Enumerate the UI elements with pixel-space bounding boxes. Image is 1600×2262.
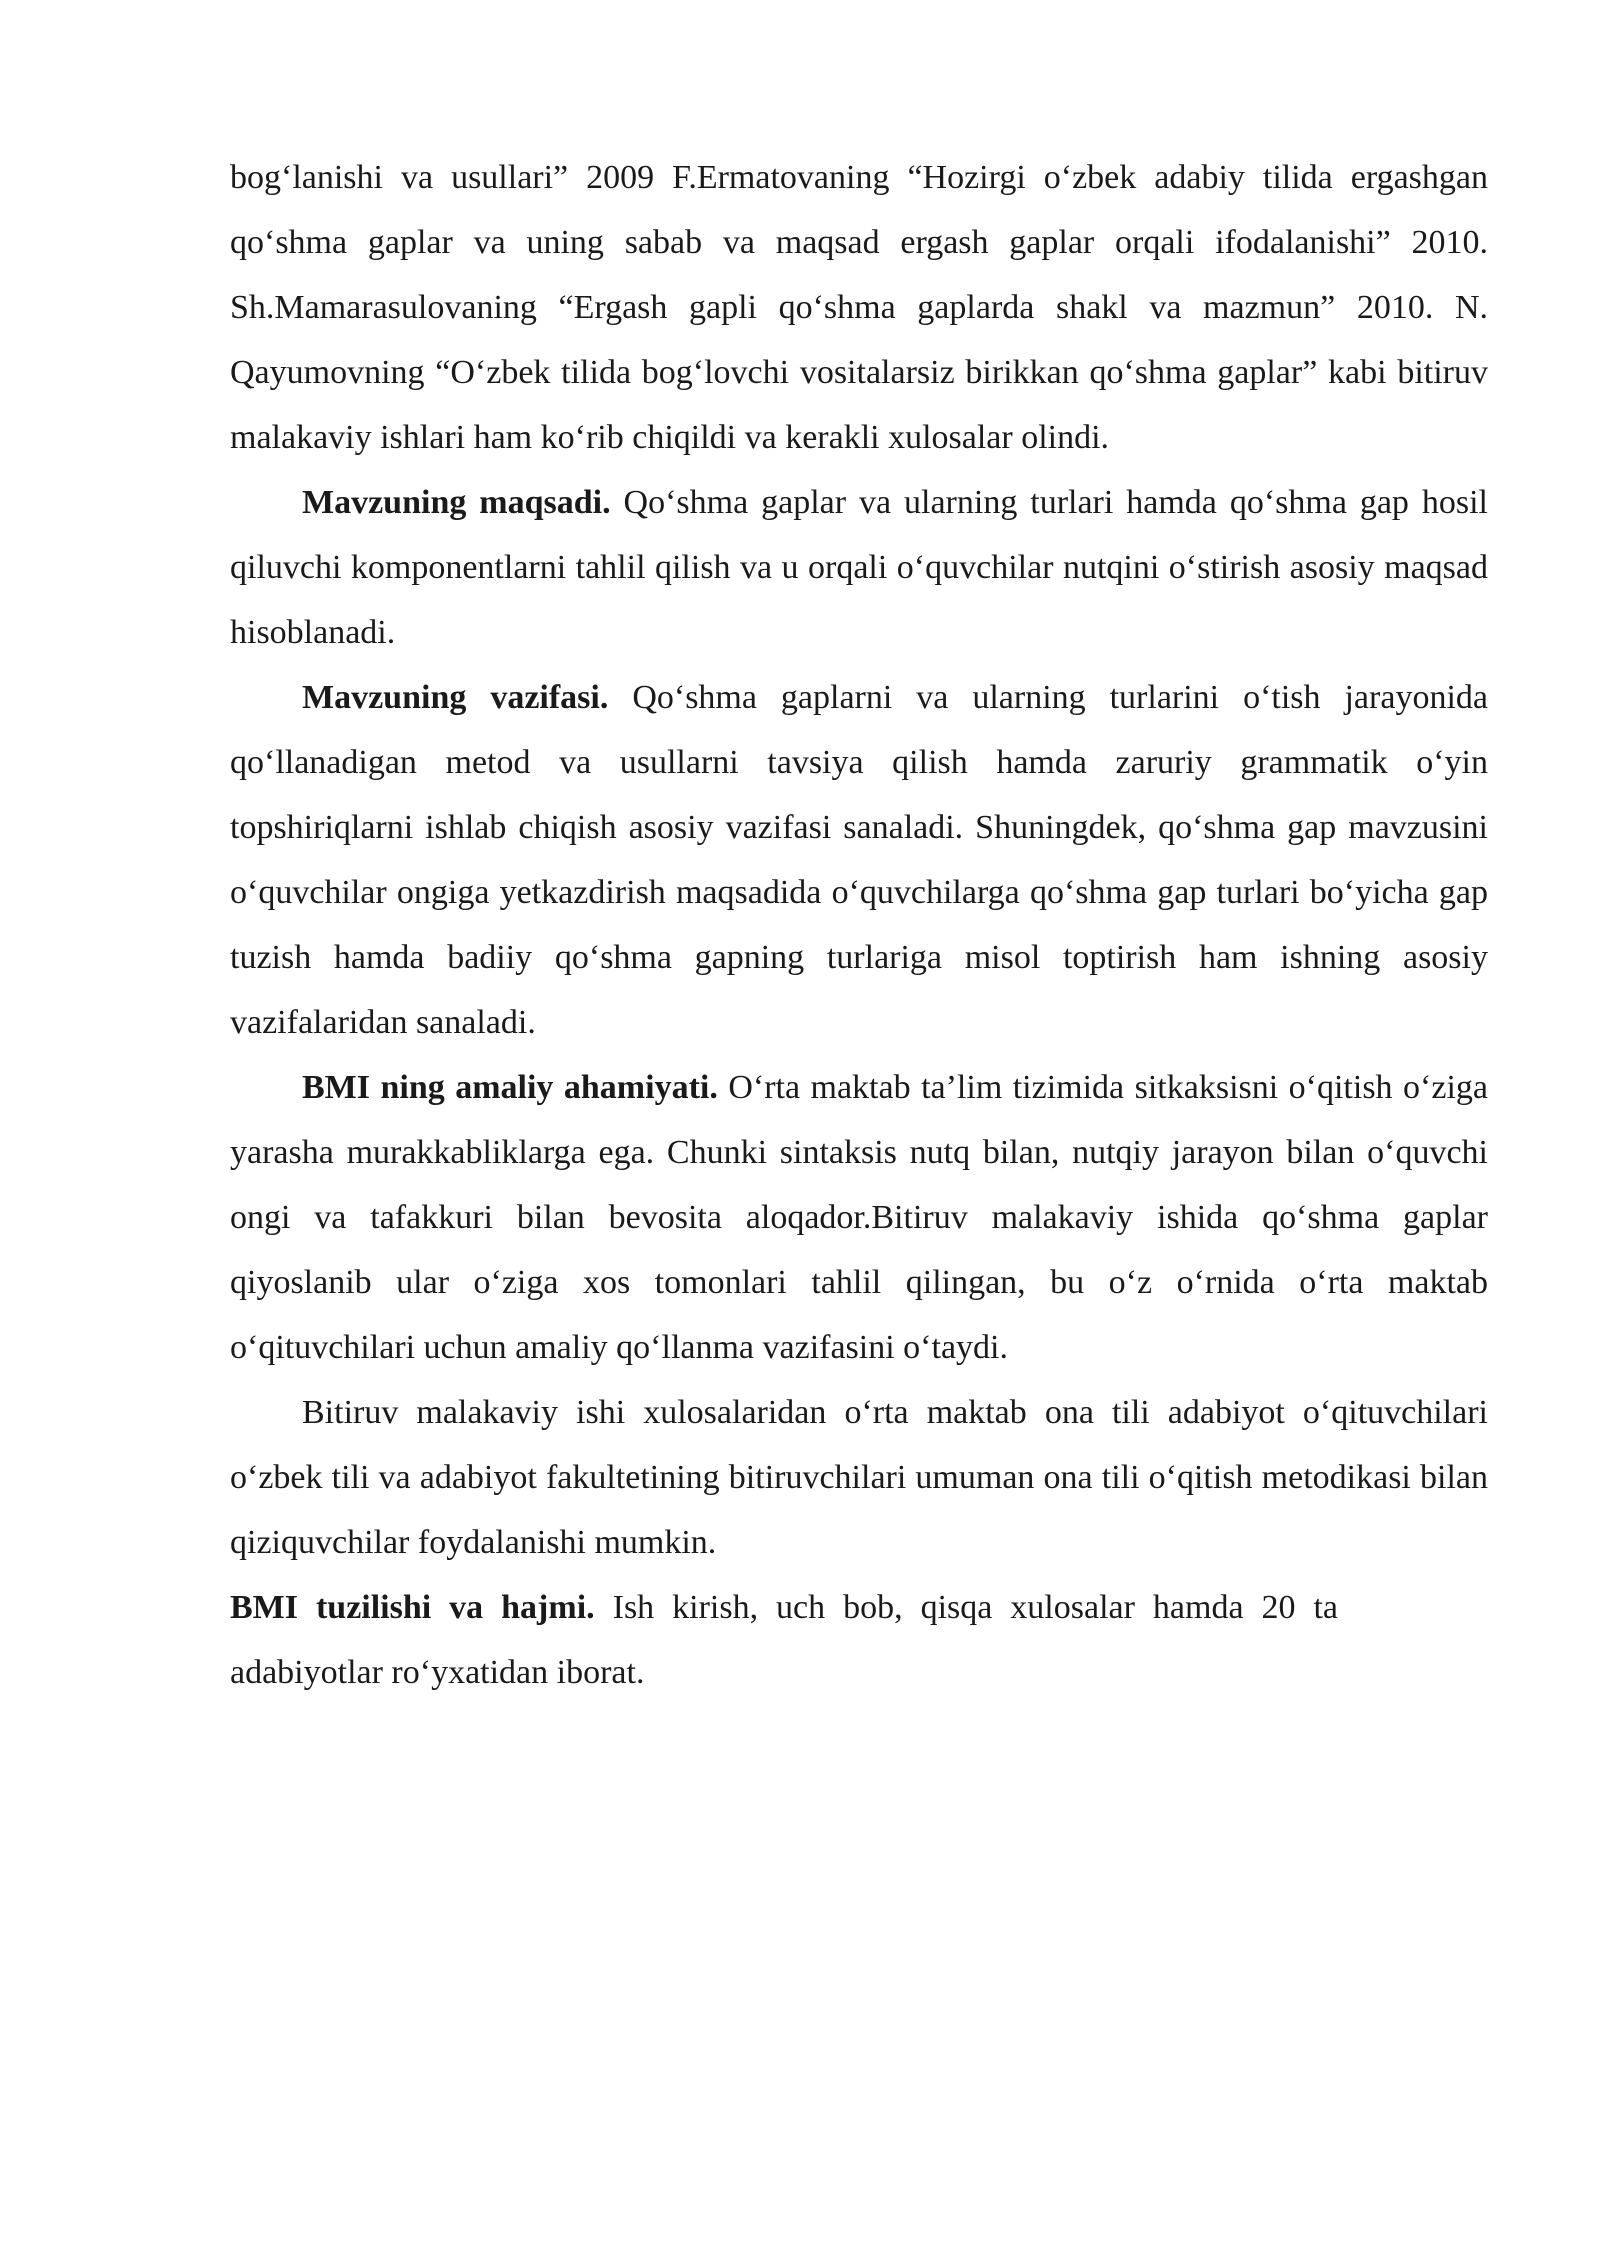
paragraph-practical-significance bbox=[230, 1055, 1488, 1380]
tasks-heading: Mavzuning vazifasi. bbox=[302, 679, 609, 716]
paragraph-tasks bbox=[230, 665, 1488, 1055]
structure-heading: BMI tuzilishi va hajmi. bbox=[230, 1589, 595, 1626]
paragraph-goal bbox=[230, 470, 1488, 665]
tasks-text: Qo‘shma gaplarni va ularning turlarini o‘tish jarayonida qo‘llanadigan metod va usullarni tavsiya qilish hamda zaruriy grammatik o‘yin topshiriqlarni ishlab chiqish asosiy vazifasi sanaladi. Shuningdek, qo‘shma gap mavzusini o‘quvchilar ongiga yetkazdirish maqsadida o‘quvchilarga qo‘shma gap turlari bo‘yicha gap tuzish hamda badiiy qo‘shma gapning turlariga misol toptirish ham ishning asosiy vazifalaridan sanaladi. bbox=[230, 679, 1488, 1041]
document-page bbox=[230, 145, 1488, 1705]
paragraph-structure bbox=[230, 1575, 1488, 1705]
goal-text: Qo‘shma gaplar va ularning turlari hamda qo‘shma gap hosil qiluvchi komponentlarni tahlil qilish va u orqali o‘quvchilar nutqini o‘stirish asosiy maqsad hisoblanadi. bbox=[230, 484, 1488, 651]
goal-heading: Mavzuning maqsadi. bbox=[302, 484, 611, 521]
practical-significance-text: O‘rta maktab ta’lim tizimida sitkaksisni o‘qitish o‘ziga yarasha murakkabliklarga ega. Chunki sintaksis nutq bilan, nutqiy jarayon bilan o‘quvchi ongi va tafakkuri bilan bevosita aloqador.Bitiruv malakaviy ishida qo‘shma gaplar qiyoslanib ular o‘ziga xos tomonlari tahlil qilingan, bu o‘z o‘rnida o‘rta maktab o‘qituvchilari uchun amaliy qo‘llanma vazifasini o‘taydi. bbox=[230, 1069, 1488, 1366]
paragraph-conclusions-usage: Bitiruv malakaviy ishi xulosalaridan o‘rta maktab ona tili adabiyot o‘qituvchilari o‘zbek tili va adabiyot fakultetining bitiruvchilari umuman ona tili o‘qitish metodikasi bilan qiziquvchilar foydalanishi mumkin. bbox=[230, 1394, 1488, 1561]
practical-significance-heading: BMI ning amaliy ahamiyati. bbox=[302, 1069, 718, 1106]
paragraph-literature-review: bog‘lanishi va usullari” 2009 F.Ermatovaning “Hozirgi o‘zbek adabiy tilida ergashgan qo‘shma gaplar va uning sabab va maqsad ergash gaplar orqali ifodalanishi” 2010. Sh.Mamarasulovaning “Ergash gapli qo‘shma gaplarda shakl va mazmun” 2010. N. Qayumovning “O‘zbek tilida bog‘lovchi vositalarsiz birikkan qo‘shma gaplar” kabi bitiruv malakaviy ishlari ham ko‘rib chiqildi va kerakli xulosalar olindi. bbox=[230, 159, 1488, 456]
structure-text: Ish kirish, uch bob, qisqa xulosalar hamda 20 ta adabiyotlar ro‘yxatidan iborat. bbox=[230, 1589, 1339, 1691]
